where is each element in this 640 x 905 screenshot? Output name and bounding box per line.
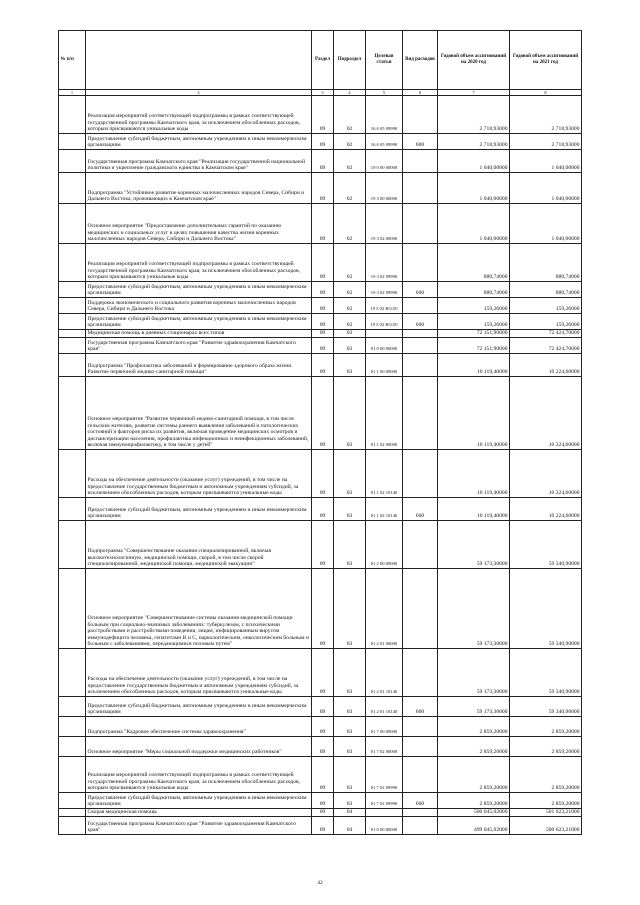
row-num-cell [59,809,86,817]
row-2020-cell: 880,74000 [438,282,510,298]
row-num-cell [59,282,86,298]
row-2020-cell: 2 718,93000 [438,96,510,134]
row-target-cell: 16 6 05 09990 [366,96,403,134]
row-num-cell [59,354,86,377]
table-row [59,569,582,649]
row-2021-cell: 159,26000 [510,314,582,330]
row-podrazdel-cell: 03 [334,521,366,569]
row-name-cell: Скорая медицинская помощь [86,809,312,817]
row-vid-cell [403,96,438,134]
row-num-cell [59,330,86,338]
row-vid-cell [403,757,438,793]
row-podrazdel-cell: 04 [334,809,366,817]
row-2020-cell: 72 151,90000 [438,330,510,338]
row-razdel-cell: 09 [312,757,334,793]
row-num-cell [59,717,86,737]
row-2020-cell: 880,74000 [438,244,510,282]
row-vid-cell: 600 [403,697,438,717]
row-2020-cell: 2 859,20000 [438,717,510,737]
table-row [59,737,582,757]
row-name-cell: Реализация мероприятий соответствующей подпрограммы в рамках соответствующей государственной программы Камчатского края, за исключением обособленных расходов, которым присваиваются уникальные коды [86,757,312,793]
row-podrazdel-cell: 02 [334,244,366,282]
header-num: № п/п [59,31,86,90]
row-podrazdel-cell: 02 [334,96,366,134]
row-2020-cell: 72 151,90000 [438,338,510,354]
row-podrazdel-cell: 03 [334,330,366,338]
row-podrazdel-cell: 03 [334,377,366,450]
row-name-cell: Основное мероприятие "Предоставление дополнительных гарантий по оказанию медицинских и социальных услуг в целях повышения качества жизни коренных малочисленных народов Севера, Сибири и Дальнего Востока" [86,204,312,244]
row-num-cell [59,737,86,757]
row-vid-cell: 600 [403,793,438,809]
row-vid-cell: 600 [403,134,438,150]
row-num-cell [59,450,86,498]
row-target-cell: 01 7 02 00000 [366,737,403,757]
row-2021-cell: 880,74000 [510,282,582,298]
row-razdel-cell: 09 [312,809,334,817]
table-row [59,134,582,150]
row-podrazdel-cell: 02 [334,134,366,150]
table-row [59,498,582,521]
row-target-cell: 19 3 02 09990 [366,244,403,282]
row-podrazdel-cell: 02 [334,282,366,298]
row-razdel-cell: 09 [312,96,334,134]
row-vid-cell [403,809,438,817]
table-body [59,96,582,835]
row-2020-cell: 59 173,30000 [438,569,510,649]
row-2021-cell: 10 224,60000 [510,498,582,521]
row-name-cell: Предоставление субсидий бюджетным, автономным учреждениям и иным некоммерческим организациям [86,134,312,150]
table-row [59,817,582,835]
row-2021-cell: 1 040,00000 [510,173,582,204]
row-razdel-cell: 09 [312,282,334,298]
table-row [59,377,582,450]
row-podrazdel-cell: 02 [334,173,366,204]
row-2021-cell: 72 424,70000 [510,330,582,338]
row-podrazdel-cell: 03 [334,569,366,649]
row-target-cell: 19 3 02 R5150 [366,314,403,330]
row-podrazdel-cell: 04 [334,817,366,835]
row-razdel-cell: 09 [312,569,334,649]
row-razdel-cell: 09 [312,649,334,697]
column-number: 8 [510,90,582,96]
row-target-cell: 01 2 01 00000 [366,569,403,649]
row-vid-cell [403,649,438,697]
row-num-cell [59,244,86,282]
table-row [59,450,582,498]
row-podrazdel-cell: 03 [334,338,366,354]
row-2021-cell: 10 224,60000 [510,354,582,377]
row-target-cell: 01 0 00 00000 [366,338,403,354]
row-num-cell [59,521,86,569]
row-target-cell: 01 7 00 00000 [366,717,403,737]
column-number: 4 [334,90,366,96]
row-vid-cell [403,173,438,204]
row-2021-cell: 59 340,90000 [510,649,582,697]
row-2021-cell: 72 424,70000 [510,338,582,354]
row-name-cell: Государственная программа Камчатского края "Реализация государственной национальной политики и укрепление гражданского единства в Камчатском крае" [86,150,312,173]
row-num-cell [59,338,86,354]
column-number: 7 [438,90,510,96]
header-2021: Годовой объем ассигнований на 2021 год [510,31,582,90]
row-num-cell [59,173,86,204]
row-2020-cell: 2 859,20000 [438,737,510,757]
table-row [59,521,582,569]
row-2021-cell: 2 859,20000 [510,717,582,737]
row-razdel-cell: 09 [312,173,334,204]
row-podrazdel-cell: 02 [334,298,366,314]
row-2020-cell: 10 119,40000 [438,450,510,498]
row-target-cell: 01 1 00 00000 [366,354,403,377]
row-name-cell: Расходы на обеспечение деятельности (оказание услуг) учреждений, в том числе на предоставление государственным бюджетным и автономным учреждениям субсидий, за исключением обособленных расходов, которым присваиваются уникальные коды [86,649,312,697]
row-target-cell: 19 3 00 00000 [366,173,403,204]
row-razdel-cell: 09 [312,244,334,282]
row-name-cell: Предоставление субсидий бюджетным, автономным учреждениям и иным некоммерческим организациям [86,314,312,330]
row-2020-cell: 499 045,02000 [438,817,510,835]
row-num-cell [59,757,86,793]
row-vid-cell [403,330,438,338]
row-razdel-cell: 09 [312,204,334,244]
row-num-cell [59,498,86,521]
row-2021-cell: 2 859,20000 [510,737,582,757]
row-podrazdel-cell: 02 [334,314,366,330]
row-podrazdel-cell: 03 [334,697,366,717]
row-razdel-cell: 09 [312,338,334,354]
row-2020-cell: 2 718,93000 [438,134,510,150]
row-2020-cell: 59 173,30000 [438,521,510,569]
row-name-cell: Медицинская помощь в дневных стационарах всех типов [86,330,312,338]
row-2020-cell: 2 859,20000 [438,757,510,793]
row-name-cell: Подпрограмма "Кадровое обеспечение системы здравоохранения" [86,717,312,737]
row-target-cell [366,809,403,817]
row-vid-cell [403,450,438,498]
row-razdel-cell: 09 [312,354,334,377]
table-row [59,330,582,338]
header-razdel: Раздел [312,31,334,90]
column-number: 3 [312,90,334,96]
row-name-cell: Расходы на обеспечение деятельности (оказание услуг) учреждений, в том числе на предоставление государственным бюджетным и автономным учреждениям субсидий, за исключением обособленных расходов, которым присваиваются уникальные коды [86,450,312,498]
row-razdel-cell: 09 [312,817,334,835]
row-2020-cell: 10 119,40000 [438,377,510,450]
row-name-cell: Реализация мероприятий соответствующей подпрограммы в рамках соответствующей государственной программы Камчатского края, за исключением обособленных расходов, которым присваиваются уникальные коды [86,244,312,282]
row-name-cell: Предоставление субсидий бюджетным, автономным учреждениям и иным некоммерческим организациям [86,793,312,809]
row-num-cell [59,150,86,173]
table-row [59,150,582,173]
row-name-cell: Подпрограмма "Профилактика заболеваний и формирование здорового образа жизни. Развитие первичной медико-санитарной помощи" [86,354,312,377]
row-vid-cell [403,817,438,835]
row-target-cell: 01 2 01 10140 [366,649,403,697]
row-num-cell [59,377,86,450]
row-vid-cell [403,717,438,737]
row-name-cell: Основное мероприятие "Меры социальной поддержки медицинских работников" [86,737,312,757]
row-num-cell [59,817,86,835]
row-target-cell: 01 2 00 00000 [366,521,403,569]
row-2021-cell: 2 718,93000 [510,96,582,134]
row-name-cell: Реализация мероприятий соответствующей подпрограммы в рамках соответствующей государственной программы Камчатского края, за исключением обособленных расходов, которым присваиваются уникальные коды [86,96,312,134]
row-name-cell: Предоставление субсидий бюджетным, автономным учреждениям и иным некоммерческим организациям [86,697,312,717]
row-podrazdel-cell: 02 [334,150,366,173]
column-number: 1 [59,90,86,96]
row-2020-cell: 10 119,40000 [438,354,510,377]
column-number: 6 [403,90,438,96]
row-razdel-cell: 09 [312,377,334,450]
row-2021-cell: 1 040,00000 [510,204,582,244]
table-row [59,338,582,354]
row-podrazdel-cell: 03 [334,793,366,809]
header-2020: Годовой объем ассигнований на 2020 год [438,31,510,90]
row-target-cell: 01 1 02 10140 [366,450,403,498]
header-target: Целевая статья [366,31,403,90]
row-2021-cell: 500 623,21000 [510,817,582,835]
row-2020-cell: 10 119,40000 [438,498,510,521]
row-razdel-cell: 09 [312,330,334,338]
column-number: 2 [86,90,312,96]
row-razdel-cell: 09 [312,134,334,150]
row-razdel-cell: 09 [312,737,334,757]
budget-table [58,30,582,835]
row-name-cell: Предоставление субсидий бюджетным, автономным учреждениям и иным некоммерческим организациям [86,282,312,298]
header-row [59,31,582,90]
row-2021-cell: 1 040,00000 [510,150,582,173]
header-name [86,31,312,90]
row-vid-cell [403,150,438,173]
row-podrazdel-cell: 03 [334,649,366,697]
row-2020-cell: 1 040,00000 [438,204,510,244]
row-target-cell: 19 3 02 R5150 [366,298,403,314]
page-number: 42 [317,880,323,886]
row-razdel-cell: 09 [312,298,334,314]
row-target-cell [366,330,403,338]
row-2020-cell: 59 173,30000 [438,697,510,717]
row-podrazdel-cell: 03 [334,737,366,757]
table-row [59,282,582,298]
row-2020-cell: 159,26000 [438,298,510,314]
row-podrazdel-cell: 03 [334,717,366,737]
row-name-cell: Основное мероприятие "Совершенствование системы оказания медицинской помощи больным при социально-значимых заболеваниях: туберкулезом, с психическими расстройствами и расстройствами поведения, лицам, инфицированным вирусом иммунодефицита человека, гепатитами В и С, наркологическим, онкологическим больным и больным с заболеваниями, передающимися половым путем" [86,569,312,649]
row-2021-cell: 159,26000 [510,298,582,314]
row-num-cell [59,793,86,809]
table-row [59,757,582,793]
row-target-cell: 19 3 02 09990 [366,282,403,298]
table-row [59,173,582,204]
row-2021-cell: 2 859,20000 [510,757,582,793]
row-2020-cell: 1 040,00000 [438,150,510,173]
row-vid-cell: 600 [403,314,438,330]
header-podrazdel: Подраздел [334,31,366,90]
row-vid-cell [403,338,438,354]
row-2021-cell: 59 340,90000 [510,569,582,649]
row-2021-cell: 2 859,20000 [510,793,582,809]
row-target-cell: 01 0 00 00000 [366,817,403,835]
row-num-cell [59,569,86,649]
row-razdel-cell: 09 [312,697,334,717]
row-vid-cell [403,298,438,314]
table-row [59,244,582,282]
row-podrazdel-cell: 03 [334,450,366,498]
row-2021-cell: 501 623,21000 [510,809,582,817]
table-row [59,314,582,330]
table-row [59,96,582,134]
row-target-cell: 01 2 01 10140 [366,697,403,717]
row-target-cell: 19 3 02 00000 [366,204,403,244]
row-name-cell: Поддержка экономического и социального развития коренных малочисленных народов Севера, Сибири и Дальнего Востока [86,298,312,314]
table-row [59,649,582,697]
table-row [59,354,582,377]
row-num-cell [59,204,86,244]
row-vid-cell: 600 [403,282,438,298]
row-vid-cell [403,377,438,450]
column-number: 5 [366,90,403,96]
row-razdel-cell: 09 [312,450,334,498]
row-2021-cell: 880,74000 [510,244,582,282]
row-2020-cell: 59 173,30000 [438,649,510,697]
row-name-cell: Основное мероприятие "Развитие первичной медико-санитарной помощи, в том числе сельским жителям, развитие системы раннего выявления заболеваний и патологических состояний и факторов риска их развития, включая проведение медицинских осмотров и диспансеризации населения, профилактика инфекционных и неинфекционных заболеваний, включая иммунопрофилактику, в том числе у детей" [86,377,312,450]
row-2021-cell: 2 718,93000 [510,134,582,150]
row-vid-cell [403,244,438,282]
row-target-cell: 19 0 00 00000 [366,150,403,173]
row-num-cell [59,134,86,150]
row-vid-cell [403,521,438,569]
row-name-cell: Государственная программа Камчатского края "Развитие здравоохранения Камчатского края" [86,817,312,835]
row-podrazdel-cell: 02 [334,204,366,244]
row-vid-cell [403,204,438,244]
row-podrazdel-cell: 03 [334,757,366,793]
row-target-cell: 01 1 02 10140 [366,498,403,521]
table-row [59,697,582,717]
row-2021-cell: 10 224,60000 [510,450,582,498]
row-2021-cell: 59 340,90000 [510,521,582,569]
row-name-cell: Государственная программа Камчатского края "Развитие здравоохранения Камчатского края" [86,338,312,354]
row-podrazdel-cell: 03 [334,354,366,377]
row-num-cell [59,314,86,330]
row-razdel-cell: 09 [312,314,334,330]
table-row [59,204,582,244]
table-row [59,717,582,737]
row-2021-cell: 10 224,60000 [510,377,582,450]
row-name-cell: Подпрограмма "Устойчивое развитие коренных малочисленных народов Севера, Сибири и Дальнего Востока, проживающих в Камчатском крае" [86,173,312,204]
row-podrazdel-cell: 03 [334,498,366,521]
table-row [59,809,582,817]
table-row [59,298,582,314]
table-row [59,793,582,809]
row-vid-cell [403,737,438,757]
row-target-cell: 01 1 02 00000 [366,377,403,450]
row-2020-cell: 2 859,20000 [438,793,510,809]
row-vid-cell [403,354,438,377]
row-name-cell: Подпрограмма "Совершенствование оказания специализированной, включая высокотехнологичную, медицинской помощи, скорой, в том числе скорой специализированной, медицинской помощи, медицинской эвакуации" [86,521,312,569]
row-razdel-cell: 09 [312,150,334,173]
row-target-cell: 01 7 02 09990 [366,793,403,809]
row-razdel-cell: 09 [312,498,334,521]
row-target-cell: 01 7 02 09990 [366,757,403,793]
row-razdel-cell: 09 [312,521,334,569]
budget-table-page [58,30,581,835]
row-num-cell [59,649,86,697]
row-2021-cell: 59 340,90000 [510,697,582,717]
row-name-cell: Предоставление субсидий бюджетным, автономным учреждениям и иным некоммерческим организациям [86,498,312,521]
row-vid-cell [403,569,438,649]
header-vid: Вид расходов [403,31,438,90]
row-num-cell [59,298,86,314]
row-razdel-cell: 09 [312,717,334,737]
row-razdel-cell: 09 [312,793,334,809]
row-2020-cell: 159,26000 [438,314,510,330]
row-num-cell [59,697,86,717]
row-2020-cell: 500 045,02000 [438,809,510,817]
row-vid-cell: 600 [403,498,438,521]
row-num-cell [59,96,86,134]
row-2020-cell: 1 040,00000 [438,173,510,204]
row-target-cell: 16 6 05 09990 [366,134,403,150]
